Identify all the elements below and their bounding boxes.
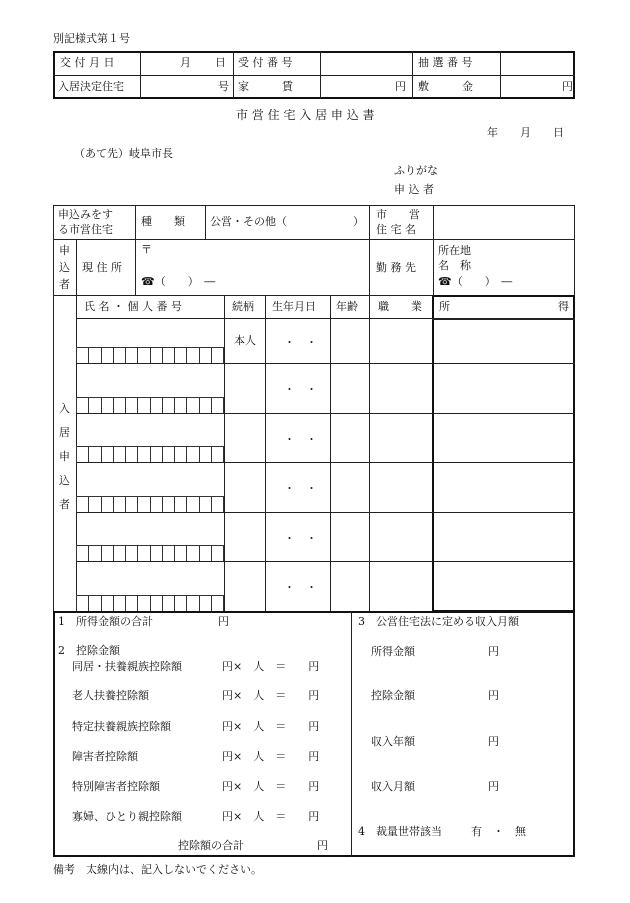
address-side-char-1: 申 [59,244,70,257]
deposit-label: 敷 金 [418,80,473,93]
monthly-income-heading: 3 公営住宅法に定める収入月額 [358,615,519,628]
workplace-name-label: 名 称 [438,259,471,272]
income-amount-unit: 円 [488,645,499,658]
header-birthdate: 生年月日 [272,300,316,313]
addressee: （あて先）岐阜市長 [74,147,173,160]
member-side-char-2: 居 [59,426,70,439]
deduction-label-6: 寡婦、ひとり親控除額 [72,810,182,823]
header-occupation: 職 業 [378,300,422,313]
deduction-heading: 2 控除金額 [58,644,120,657]
member-relation-1: 本人 [234,334,256,347]
workplace-location-label: 所在地 [438,244,471,257]
date-line: 年 月 日 [487,126,564,139]
member-birth-1: ・ ・ [284,336,317,349]
postal-mark: 〒 [141,243,152,256]
header-age: 年齢 [336,300,358,313]
deduction-amount-label: 控除金額 [371,689,415,702]
address-side-char-2: 込 [59,261,70,274]
member-birth-6: ・ ・ [284,581,317,594]
deduction-label-5: 特別障害者控除額 [72,780,160,793]
header-income-left: 所 [439,300,450,313]
housing-name-label-line1: 市 営 [376,208,420,221]
issue-day-unit: 日 [215,56,226,69]
discretionary-household-value: 有 ・ 無 [471,825,526,838]
header-relation: 続柄 [232,300,254,313]
assigned-number-unit: 号 [218,80,229,93]
deduction-label-2: 老人扶養控除額 [72,689,149,702]
discretionary-household-label: 4 裁量世帯該当 [358,825,442,838]
furigana-label: ふりがな [394,164,438,177]
member-side-char-4: 込 [59,474,70,487]
receipt-number-label: 受 付 番 号 [238,56,293,69]
deduction-formula-1: 円× 人 ＝ 円 [222,660,320,673]
page-title: 市 営 住 宅 入 居 申 込 書 [236,108,375,122]
member-birth-4: ・ ・ [284,482,317,495]
member-side-char-1: 入 [59,402,70,415]
member-side-char-5: 者 [59,498,70,511]
housing-name-label-line2: 住 宅 名 [376,223,416,236]
monthly-income-label: 収入月額 [371,780,415,793]
lottery-number-label: 抽 選 番 号 [418,56,473,69]
workplace-label: 勤 務 先 [376,261,416,274]
deduction-label-3: 特定扶養親族控除額 [72,720,171,733]
current-address-label: 現 住 所 [82,261,122,274]
annual-income-label: 収入年額 [371,735,415,748]
issue-month-unit: 月 [180,56,191,69]
housing-kind-value: 公営・その他（ ） [210,215,364,228]
deduction-formula-6: 円× 人 ＝ 円 [222,810,320,823]
workplace-phone-field: ☎（ ） ― [438,275,513,288]
housing-kind-label: 種 類 [141,215,185,228]
housing-label-line1: 申込みをす [58,208,113,221]
applicant-label: 申 込 者 [394,183,434,196]
monthly-income-unit: 円 [488,780,499,793]
deduction-total-label: 控除額の合計 [178,839,244,852]
issue-date-label: 交 付 月 日 [60,56,115,69]
deduction-label-4: 障害者控除額 [72,750,138,763]
deduction-label-1: 同居・扶養親族控除額 [72,660,182,673]
housing-label-line2: る市営住宅 [58,223,113,236]
deposit-unit: 円 [562,80,573,93]
phone-field: ☎（ ） ― [141,275,216,288]
total-income-unit: 円 [218,615,229,628]
form-number: 別記様式第１号 [53,32,130,45]
assigned-housing-label: 入居決定住宅 [58,80,124,93]
deduction-formula-5: 円× 人 ＝ 円 [222,780,320,793]
deduction-amount-unit: 円 [488,689,499,702]
income-amount-label: 所得金額 [371,645,415,658]
deduction-formula-3: 円× 人 ＝ 円 [222,720,320,733]
total-income-label: 1 所得金額の合計 [58,615,153,628]
header-name: 氏 名 ・ 個 人 番 号 [84,300,182,313]
deduction-formula-4: 円× 人 ＝ 円 [222,750,320,763]
annual-income-unit: 円 [488,735,499,748]
member-birth-3: ・ ・ [284,433,317,446]
member-side-char-3: 申 [59,450,70,463]
header-income-right: 得 [558,300,569,313]
rent-unit: 円 [395,80,406,93]
member-birth-2: ・ ・ [284,383,317,396]
deduction-formula-2: 円× 人 ＝ 円 [222,689,320,702]
member-birth-5: ・ ・ [284,532,317,545]
address-side-char-3: 者 [59,278,70,291]
rent-label: 家 賃 [238,80,293,93]
deduction-total-unit: 円 [317,839,328,852]
footer-note: 備考 太線内は、記入しないでください。 [53,863,262,876]
